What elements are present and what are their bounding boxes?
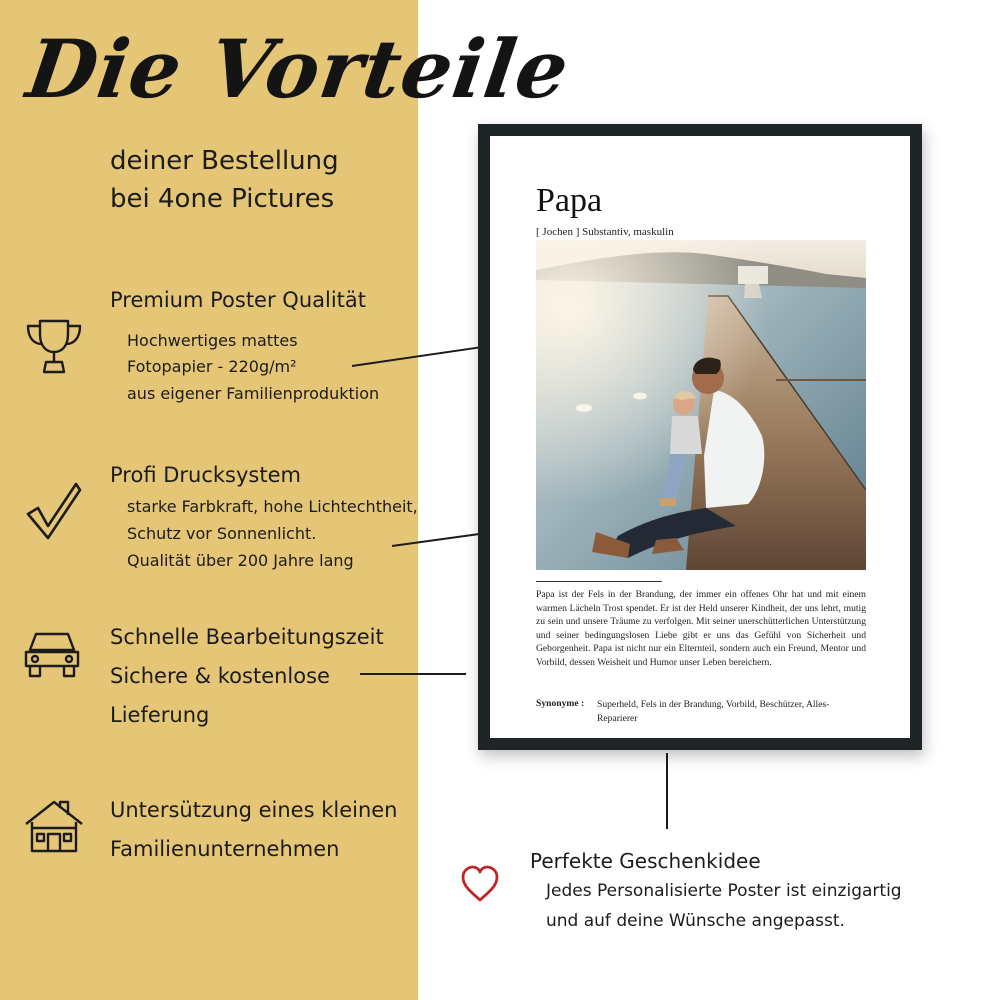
delivery-line-3: Lieferung	[110, 703, 210, 727]
gift-line-2: und auf deine Wünsche angepasst.	[546, 911, 845, 931]
quality-line-3: aus eigener Familienproduktion	[127, 384, 380, 403]
poster-body-text: Papa ist der Fels in der Brandung, der immer ein offenes Ohr hat und mit einem warmen Lächeln Trost spendet. Er ist der Held unserer Kindheit, der uns lehrt, mutig zu sein und unsere Träume zu verfolgen. Mit seiner unerschütterlichen Unterstützung und seiner bedingungslosen Liebe gibt er uns das Gefühl von Sicherheit und Geborgenheit. Papa ist nicht nur ein Elternteil, sondern auch ein Freund, Mentor und Vorbild, dessen Weisheit und Humor unser Leben bereichern.	[536, 589, 866, 668]
delivery-connector	[360, 673, 466, 675]
quality-line-1: Hochwertiges mattes	[127, 331, 298, 350]
checkmark-icon	[24, 480, 84, 542]
gift-line-1: Jedes Personalisierte Poster ist einzigartig	[546, 881, 902, 901]
poster-divider	[536, 581, 662, 582]
gift-connector	[666, 753, 668, 829]
heart-icon	[459, 864, 501, 904]
family-line-1: Untersützung eines kleinen	[110, 798, 398, 822]
print-title: Profi Drucksystem	[110, 463, 301, 487]
poster-frame	[478, 124, 922, 750]
poster-title: Papa	[536, 182, 603, 219]
print-line-3: Qualität über 200 Jahre lang	[127, 551, 354, 570]
family-line-2: Familienunternehmen	[110, 837, 340, 861]
gift-title: Perfekte Geschenkidee	[530, 849, 761, 873]
poster-paper	[490, 136, 910, 738]
page-title: Die Vorteile	[21, 22, 575, 116]
poster-subtitle: [ Jochen ] Substantiv, maskulin	[536, 226, 674, 238]
delivery-line-1: Schnelle Bearbeitungszeit	[110, 625, 384, 649]
poster-synonyms-label: Synonyme :	[536, 698, 585, 709]
trophy-icon	[24, 316, 84, 378]
subtitle-line-1: deiner Bestellung	[110, 146, 339, 176]
subtitle-line-2: bei 4one Pictures	[110, 184, 335, 214]
quality-line-2: Fotopapier - 220g/m²	[127, 357, 297, 376]
poster-photo	[536, 240, 866, 570]
house-icon	[24, 798, 84, 854]
print-line-2: Schutz vor Sonnenlicht.	[127, 524, 317, 543]
print-line-1: starke Farbkraft, hohe Lichtechtheit,	[127, 497, 418, 516]
quality-title: Premium Poster Qualität	[110, 288, 366, 312]
poster-synonyms: Superheld, Fels in der Brandung, Vorbild, Beschützer, Alles-Reparierer	[597, 699, 830, 724]
car-icon	[22, 628, 82, 680]
delivery-line-2: Sichere & kostenlose	[110, 664, 330, 688]
